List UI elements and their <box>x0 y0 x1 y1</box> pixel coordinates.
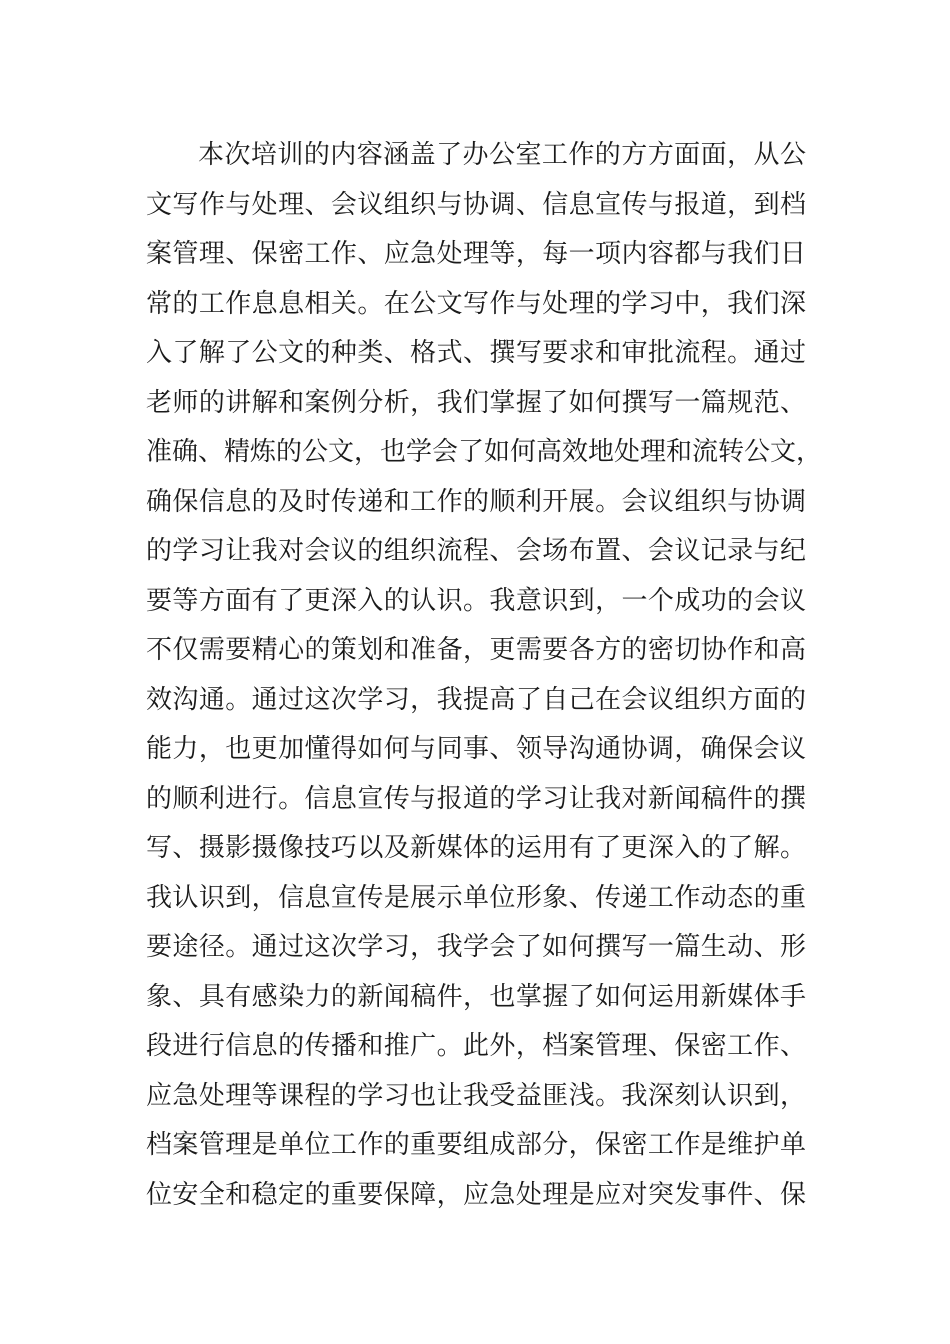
paragraph-line: 应急处理等课程的学习也让我受益匪浅。我深刻认识到， <box>146 1080 806 1111</box>
paragraph-line: 要途径。通过这次学习，我学会了如何撰写一篇生动、形 <box>146 932 806 962</box>
paragraph-line: 位安全和稳定的重要保障，应急处理是应对突发事件、保 <box>146 1179 806 1210</box>
paragraph-line: 的学习让我对会议的组织流程、会场布置、会议记录与纪 <box>146 536 806 566</box>
paragraph-line: 本次培训的内容涵盖了办公室工作的方方面面，从公 <box>198 140 806 170</box>
paragraph-line: 段进行信息的传播和推广。此外，档案管理、保密工作、 <box>146 1031 806 1061</box>
paragraph-line: 文写作与处理、会议组织与协调、信息宣传与报道，到档 <box>146 189 806 220</box>
paragraph-line: 的顺利进行。信息宣传与报道的学习让我对新闻稿件的撰 <box>146 783 806 814</box>
body-paragraph <box>146 131 823 1220</box>
paragraph-line: 不仅需要精心的策划和准备，更需要各方的密切协作和高 <box>146 635 806 665</box>
paragraph-line: 入了解了公文的种类、格式、撰写要求和审批流程。通过 <box>146 338 806 368</box>
paragraph-line: 确保信息的及时传递和工作的顺利开展。会议组织与协调 <box>146 486 806 517</box>
paragraph-line: 写、摄影摄像技巧以及新媒体的运用有了更深入的了解。 <box>146 833 806 863</box>
paragraph-line: 常的工作息息相关。在公文写作与处理的学习中，我们深 <box>146 288 806 319</box>
paragraph-line: 能力，也更加懂得如何与同事、领导沟通协调，确保会议 <box>146 734 806 764</box>
paragraph-line: 案管理、保密工作、应急处理等，每一项内容都与我们日 <box>146 239 806 269</box>
paragraph-line: 档案管理是单位工作的重要组成部分，保密工作是维护单 <box>146 1130 806 1160</box>
paragraph-line: 准确、精炼的公文，也学会了如何高效地处理和流转公文， <box>146 437 823 467</box>
paragraph-line: 要等方面有了更深入的认识。我意识到，一个成功的会议 <box>146 585 806 616</box>
paragraph-line: 我认识到，信息宣传是展示单位形象、传递工作动态的重 <box>146 882 806 913</box>
paragraph-line: 效沟通。通过这次学习，我提高了自己在会议组织方面的 <box>146 684 806 715</box>
paragraph-line: 老师的讲解和案例分析，我们掌握了如何撰写一篇规范、 <box>146 387 806 418</box>
paragraph-line: 象、具有感染力的新闻稿件，也掌握了如何运用新媒体手 <box>146 981 806 1012</box>
